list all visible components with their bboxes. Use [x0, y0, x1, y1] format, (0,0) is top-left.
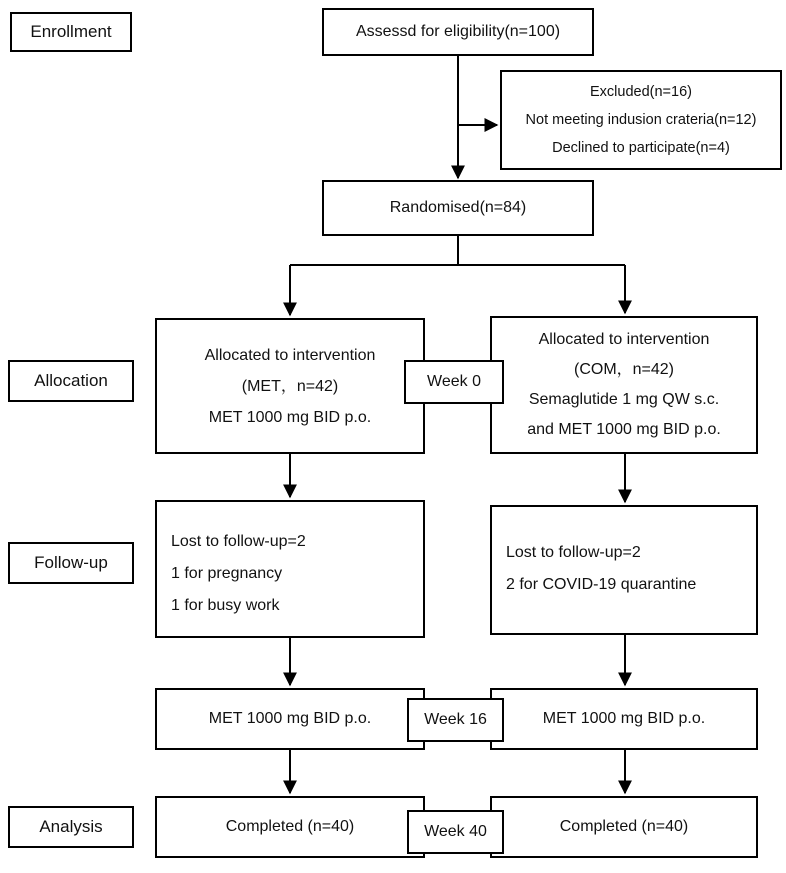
completed-right-text: Completed (n=40)	[559, 818, 689, 835]
assessed-eligibility-box	[322, 8, 594, 56]
followup-com-box	[490, 505, 758, 635]
followup-met-line-1: Lost to follow-up=2	[171, 533, 306, 550]
randomised-text: Randomised(n=84)	[389, 199, 527, 216]
stage-label-analysis	[8, 806, 134, 848]
week0-marker	[404, 360, 504, 404]
week40-label: Week 40	[424, 823, 487, 840]
excluded-line-2: Not meeting indusion crateria(n=12)	[525, 112, 757, 128]
week40-marker	[407, 810, 504, 854]
followup-met-line-2: 1 for pregnancy	[171, 565, 283, 582]
allocation-com-line-1: Allocated to intervention	[538, 331, 710, 348]
allocation-com-line-3: Semaglutide 1 mg QW s.c.	[528, 391, 720, 408]
completed-left-box	[155, 796, 425, 858]
assessed-eligibility-text: Assessd for eligibility(n=100)	[355, 23, 561, 40]
week16-met-left-box	[155, 688, 425, 750]
excluded-line-1: Excluded(n=16)	[590, 84, 692, 100]
stage-label-followup-text: Follow-up	[34, 553, 108, 572]
followup-com-line-2: 2 for COVID-19 quarantine	[506, 576, 697, 593]
allocation-com-line-2: (COM，n=42)	[573, 361, 675, 378]
allocation-com-line-4: and MET 1000 mg BID p.o.	[527, 421, 721, 438]
followup-com-line-1: Lost to follow-up=2	[506, 544, 641, 561]
completed-left-text: Completed (n=40)	[225, 818, 355, 835]
week16-met-right-box	[490, 688, 758, 750]
stage-label-analysis-text: Analysis	[39, 817, 103, 836]
completed-right-box	[490, 796, 758, 858]
excluded-box	[500, 70, 782, 170]
stage-label-followup	[8, 542, 134, 584]
week16-marker	[407, 698, 504, 742]
allocation-com-box	[490, 316, 758, 454]
excluded-line-3: Declined to participate(n=4)	[552, 140, 730, 156]
randomised-box	[322, 180, 594, 236]
stage-label-enrollment	[10, 12, 132, 52]
allocation-met-box	[155, 318, 425, 454]
week16-label: Week 16	[424, 711, 487, 728]
week0-label: Week 0	[427, 373, 481, 390]
followup-met-box	[155, 500, 425, 638]
stage-label-enrollment-text: Enrollment	[30, 22, 112, 41]
week16-met-right-text: MET 1000 mg BID p.o.	[542, 710, 706, 727]
week16-met-left-text: MET 1000 mg BID p.o.	[208, 710, 372, 727]
allocation-met-line-1: Allocated to intervention	[204, 346, 376, 364]
stage-label-allocation	[8, 360, 134, 402]
stage-label-allocation-text: Allocation	[34, 371, 108, 390]
allocation-met-line-3: MET 1000 mg BID p.o.	[208, 408, 372, 426]
allocation-met-line-2: (MET，n=42)	[241, 377, 339, 395]
followup-met-line-3: 1 for busy work	[171, 597, 280, 614]
